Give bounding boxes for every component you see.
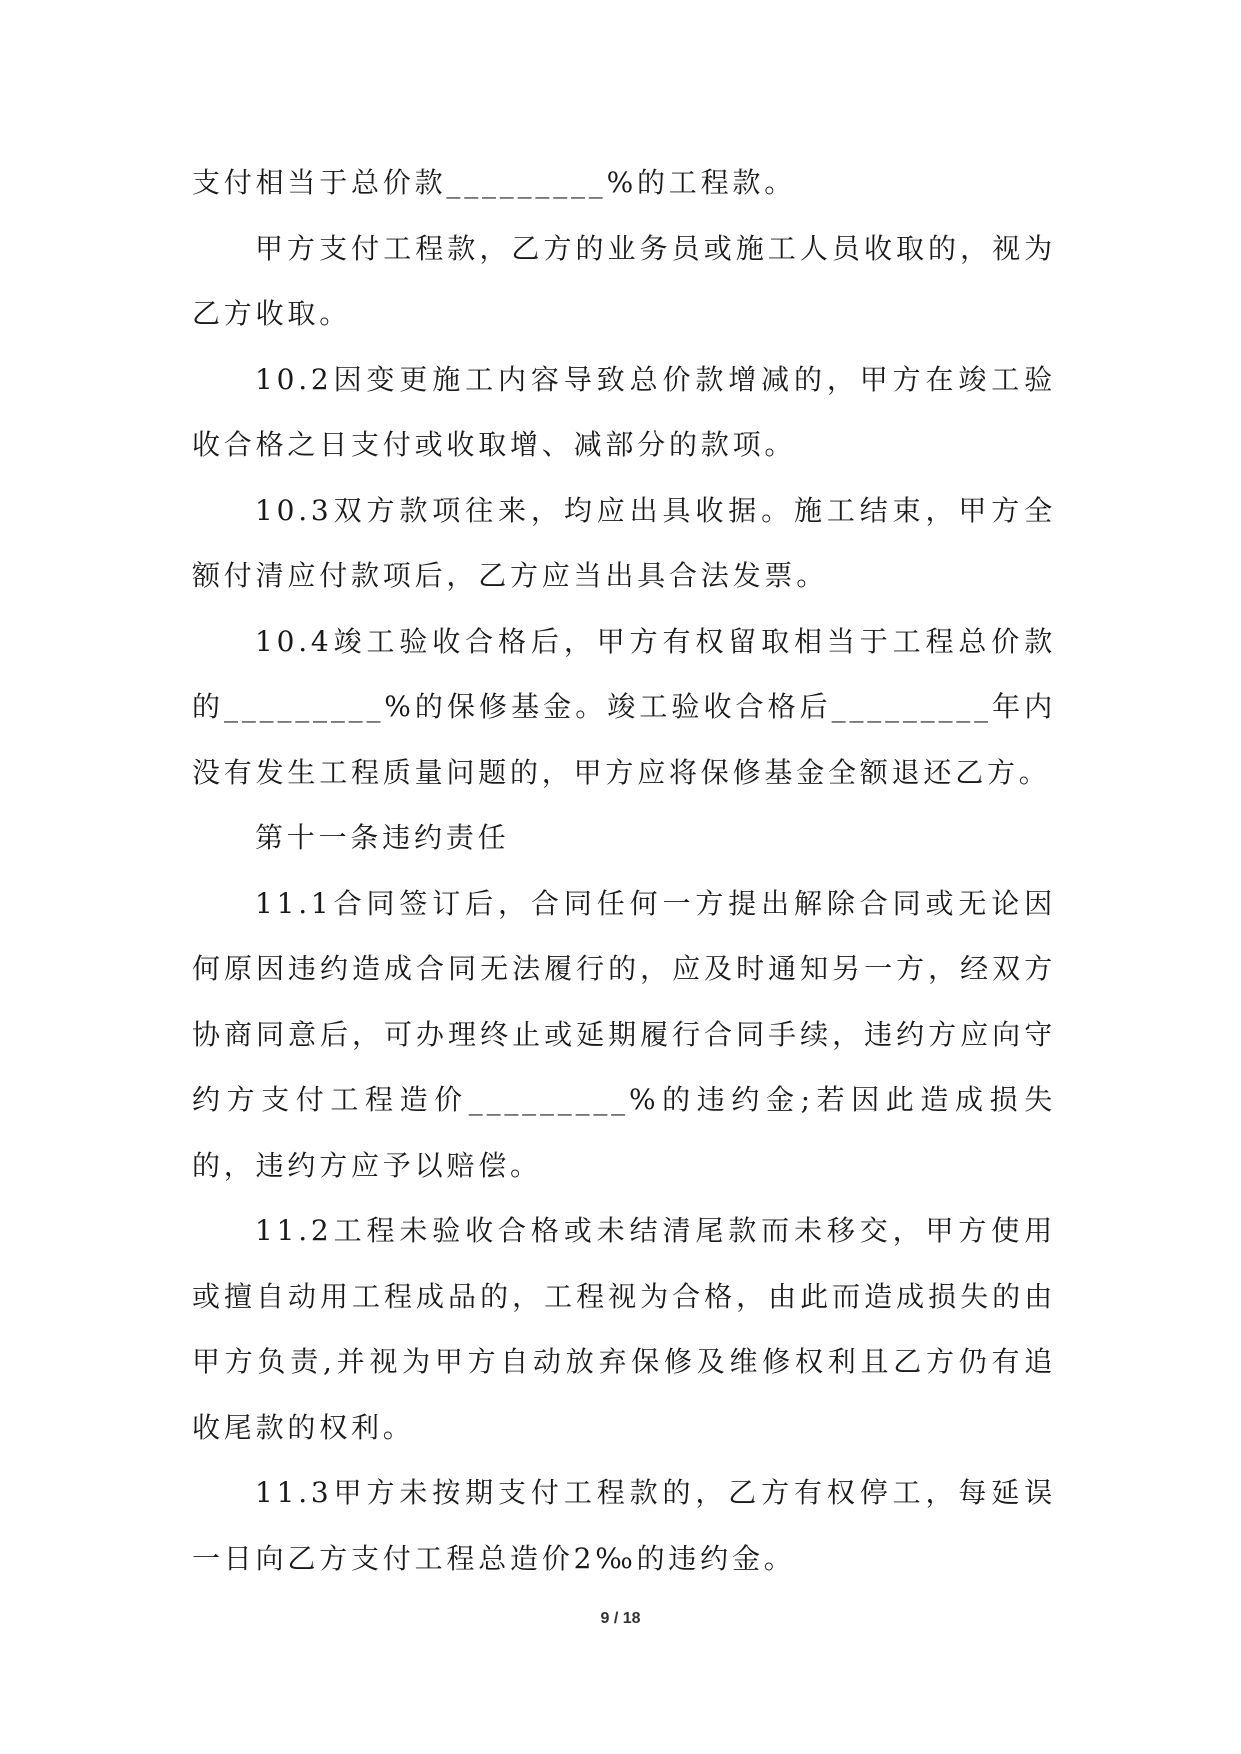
- clause-10-4: 10.4竣工验收合格后，甲方有权留取相当于工程总价款的_________%的保修基金。竣工验收合格后_________年内没有发生工程质量问题的，甲方应将保修基金全额退还乙方。: [192, 624, 1056, 789]
- clause-11-3: 11.3甲方未按期支付工程款的，乙方有权停工，每延误一日向乙方支付工程总造价2‰的违约金。: [192, 1476, 1056, 1575]
- clause-10-3: 10.3双方款项往来，均应出具收据。施工结束，甲方全额付清应付款项后，乙方应当出具合法发票。: [192, 493, 1056, 592]
- clause-11-1: 11.1合同签订后，合同任何一方提出解除合同或无论因何原因违约造成合同无法履行的，应及时通知另一方，经双方协商同意后，可办理终止或延期履行合同手续，违约方应向守约方支付工程造价_________%的违约金;若因此造成损失的，违约方应予以赔偿。: [192, 886, 1056, 1182]
- paragraph: 支付相当于总价款_________%的工程款。: [192, 166, 797, 199]
- clause-10-2: 10.2因变更施工内容导致总价款增减的，甲方在竣工验收合格之日支付或收取增、减部分的款项。: [192, 362, 1056, 461]
- paragraph: 甲方支付工程款，乙方的业务员或施工人员收取的，视为乙方收取。: [192, 231, 1056, 330]
- document-body: [192, 150, 1056, 1591]
- page-number: 9 / 18: [600, 1610, 641, 1627]
- clause-11-2: 11.2工程未验收合格或未结清尾款而未移交，甲方使用或擅自动用工程成品的，工程视为合格，由此而造成损失的由甲方负责,并视为甲方自动放弃保修及维修权利且乙方仍有追收尾款的权利。: [192, 1214, 1056, 1444]
- section-heading-article-11: 第十一条违约责任: [255, 821, 510, 854]
